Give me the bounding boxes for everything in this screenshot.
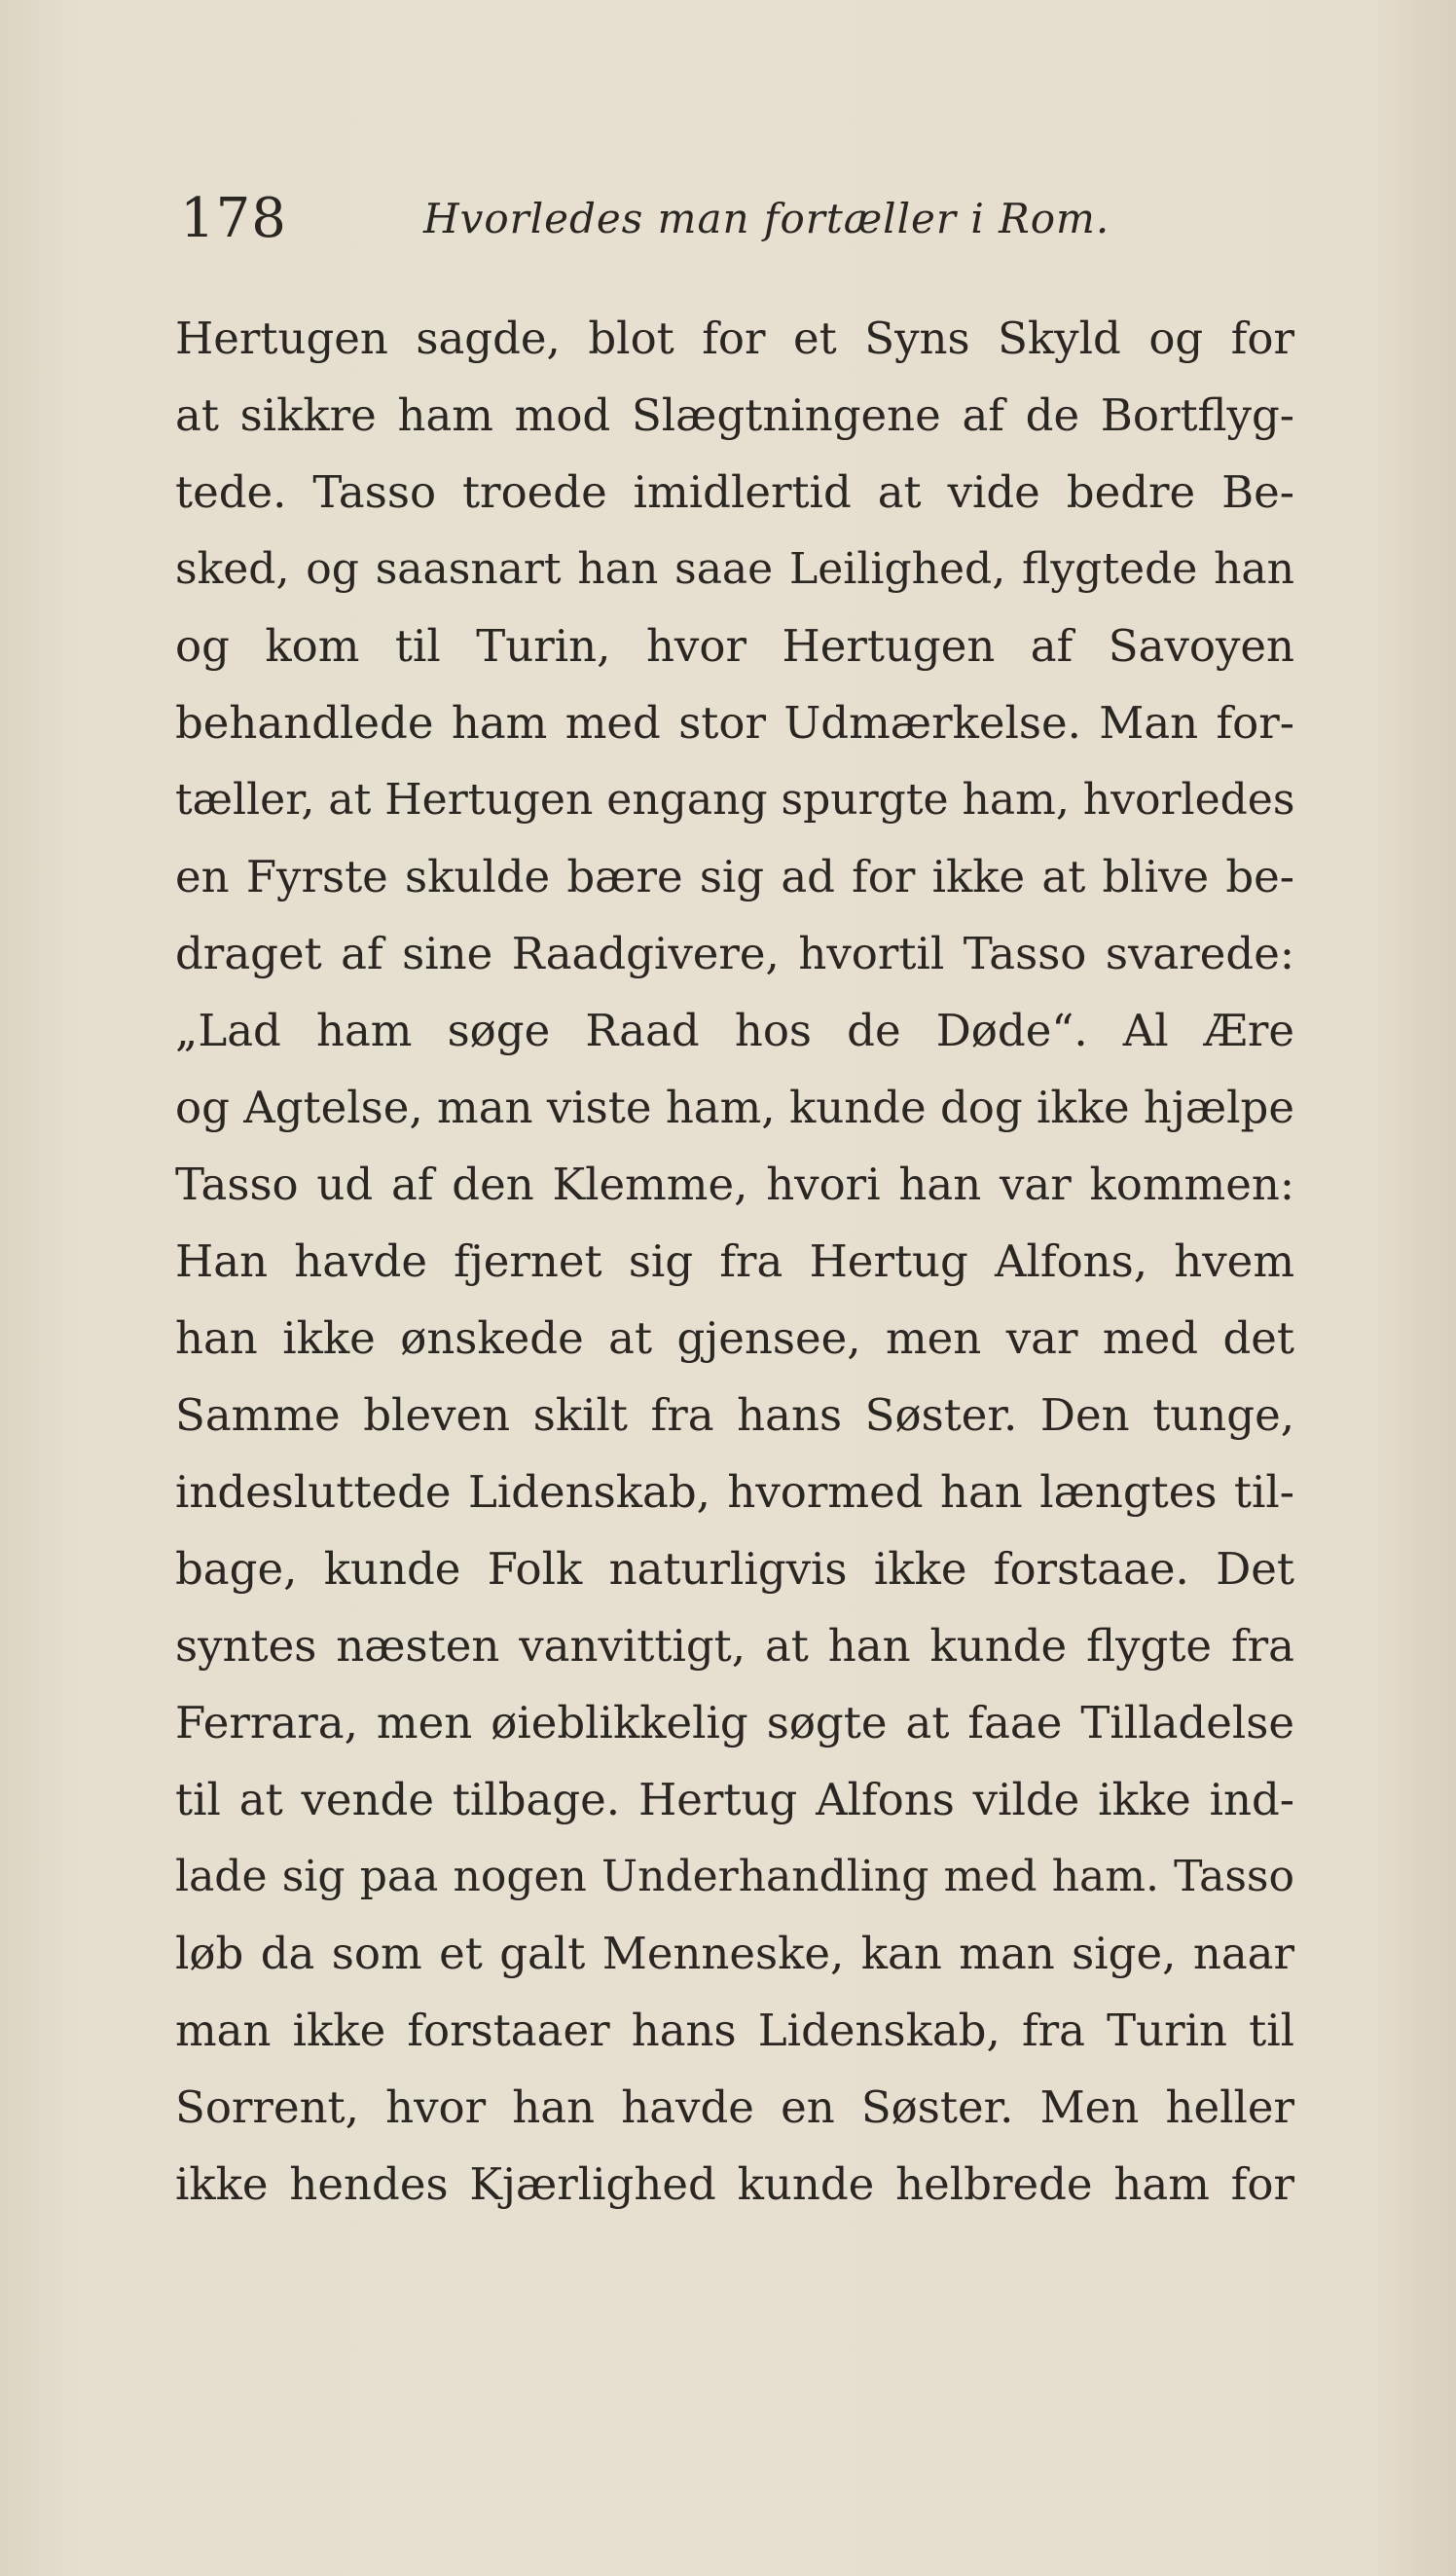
- text-line: sked, og saasnart han saae Leilighed, flygtede han: [175, 544, 1294, 594]
- text-line: Tasso ud af den Klemme, hvori han var kommen:: [175, 1159, 1294, 1210]
- text-line: man ikke forstaaer hans Lidenskab, fra Turin til: [175, 2005, 1294, 2056]
- text-line: Ferrara, men øieblikkelig søgte at faae Tilladelse: [175, 1697, 1294, 1748]
- text-line: tede. Tasso troede imidlertid at vide bedre Be-: [175, 466, 1294, 518]
- text-line: og Agtelse, man viste ham, kunde dog ikke hjælpe: [175, 1082, 1294, 1133]
- text-line: løb da som et galt Menneske, kan man sige, naar: [175, 1928, 1294, 1979]
- text-line: lade sig paa nogen Underhandling med ham. Tasso: [175, 1852, 1294, 1901]
- text-line: syntes næsten vanvittigt, at han kunde flygte fra: [175, 1620, 1294, 1672]
- page-number: 178: [180, 187, 287, 250]
- text-line: Sorrent, hvor han havde en Søster. Men heller: [175, 2081, 1294, 2133]
- text-line: Samme bleven skilt fra hans Søster. Den tunge,: [175, 1389, 1294, 1441]
- text-line: han ikke ønskede at gjensee, men var med det: [175, 1312, 1294, 1364]
- text-line: behandlede ham med stor Udmærkelse. Man for-: [175, 697, 1294, 749]
- text-line: Hertugen sagde, blot for et Syns Skyld og for: [175, 313, 1294, 364]
- running-title: Hvorledes man fortæller i Rom.: [423, 195, 1110, 242]
- text-line: en Fyrste skulde bære sig ad for ikke at blive be-: [175, 851, 1294, 902]
- text-line: bage, kunde Folk naturligvis ikke forstaae. Det: [175, 1543, 1294, 1595]
- body-text: [175, 300, 1294, 2223]
- text-line: ikke hendes Kjærlighed kunde helbrede ham for: [175, 2158, 1294, 2210]
- text-line: draget af sine Raadgivere, hvortil Tasso svarede:: [175, 928, 1294, 979]
- text-line: Han havde fjernet sig fra Hertug Alfons, hvem: [175, 1235, 1294, 1287]
- page-header: [180, 180, 1290, 258]
- text-line: tæller, at Hertugen engang spurgte ham, hvorledes: [175, 775, 1295, 825]
- text-line: indesluttede Lidenskab, hvormed han længtes til-: [175, 1466, 1294, 1518]
- text-line: at sikkre ham mod Slægtningene af de Bortflyg-: [175, 389, 1294, 441]
- text-line: til at vende tilbage. Hertug Alfons vilde ikke ind-: [175, 1774, 1294, 1825]
- text-line: „Lad ham søge Raad hos de Døde“. Al Ære: [175, 1005, 1294, 1056]
- text-line: og kom til Turin, hvor Hertugen af Savoyen: [175, 620, 1294, 672]
